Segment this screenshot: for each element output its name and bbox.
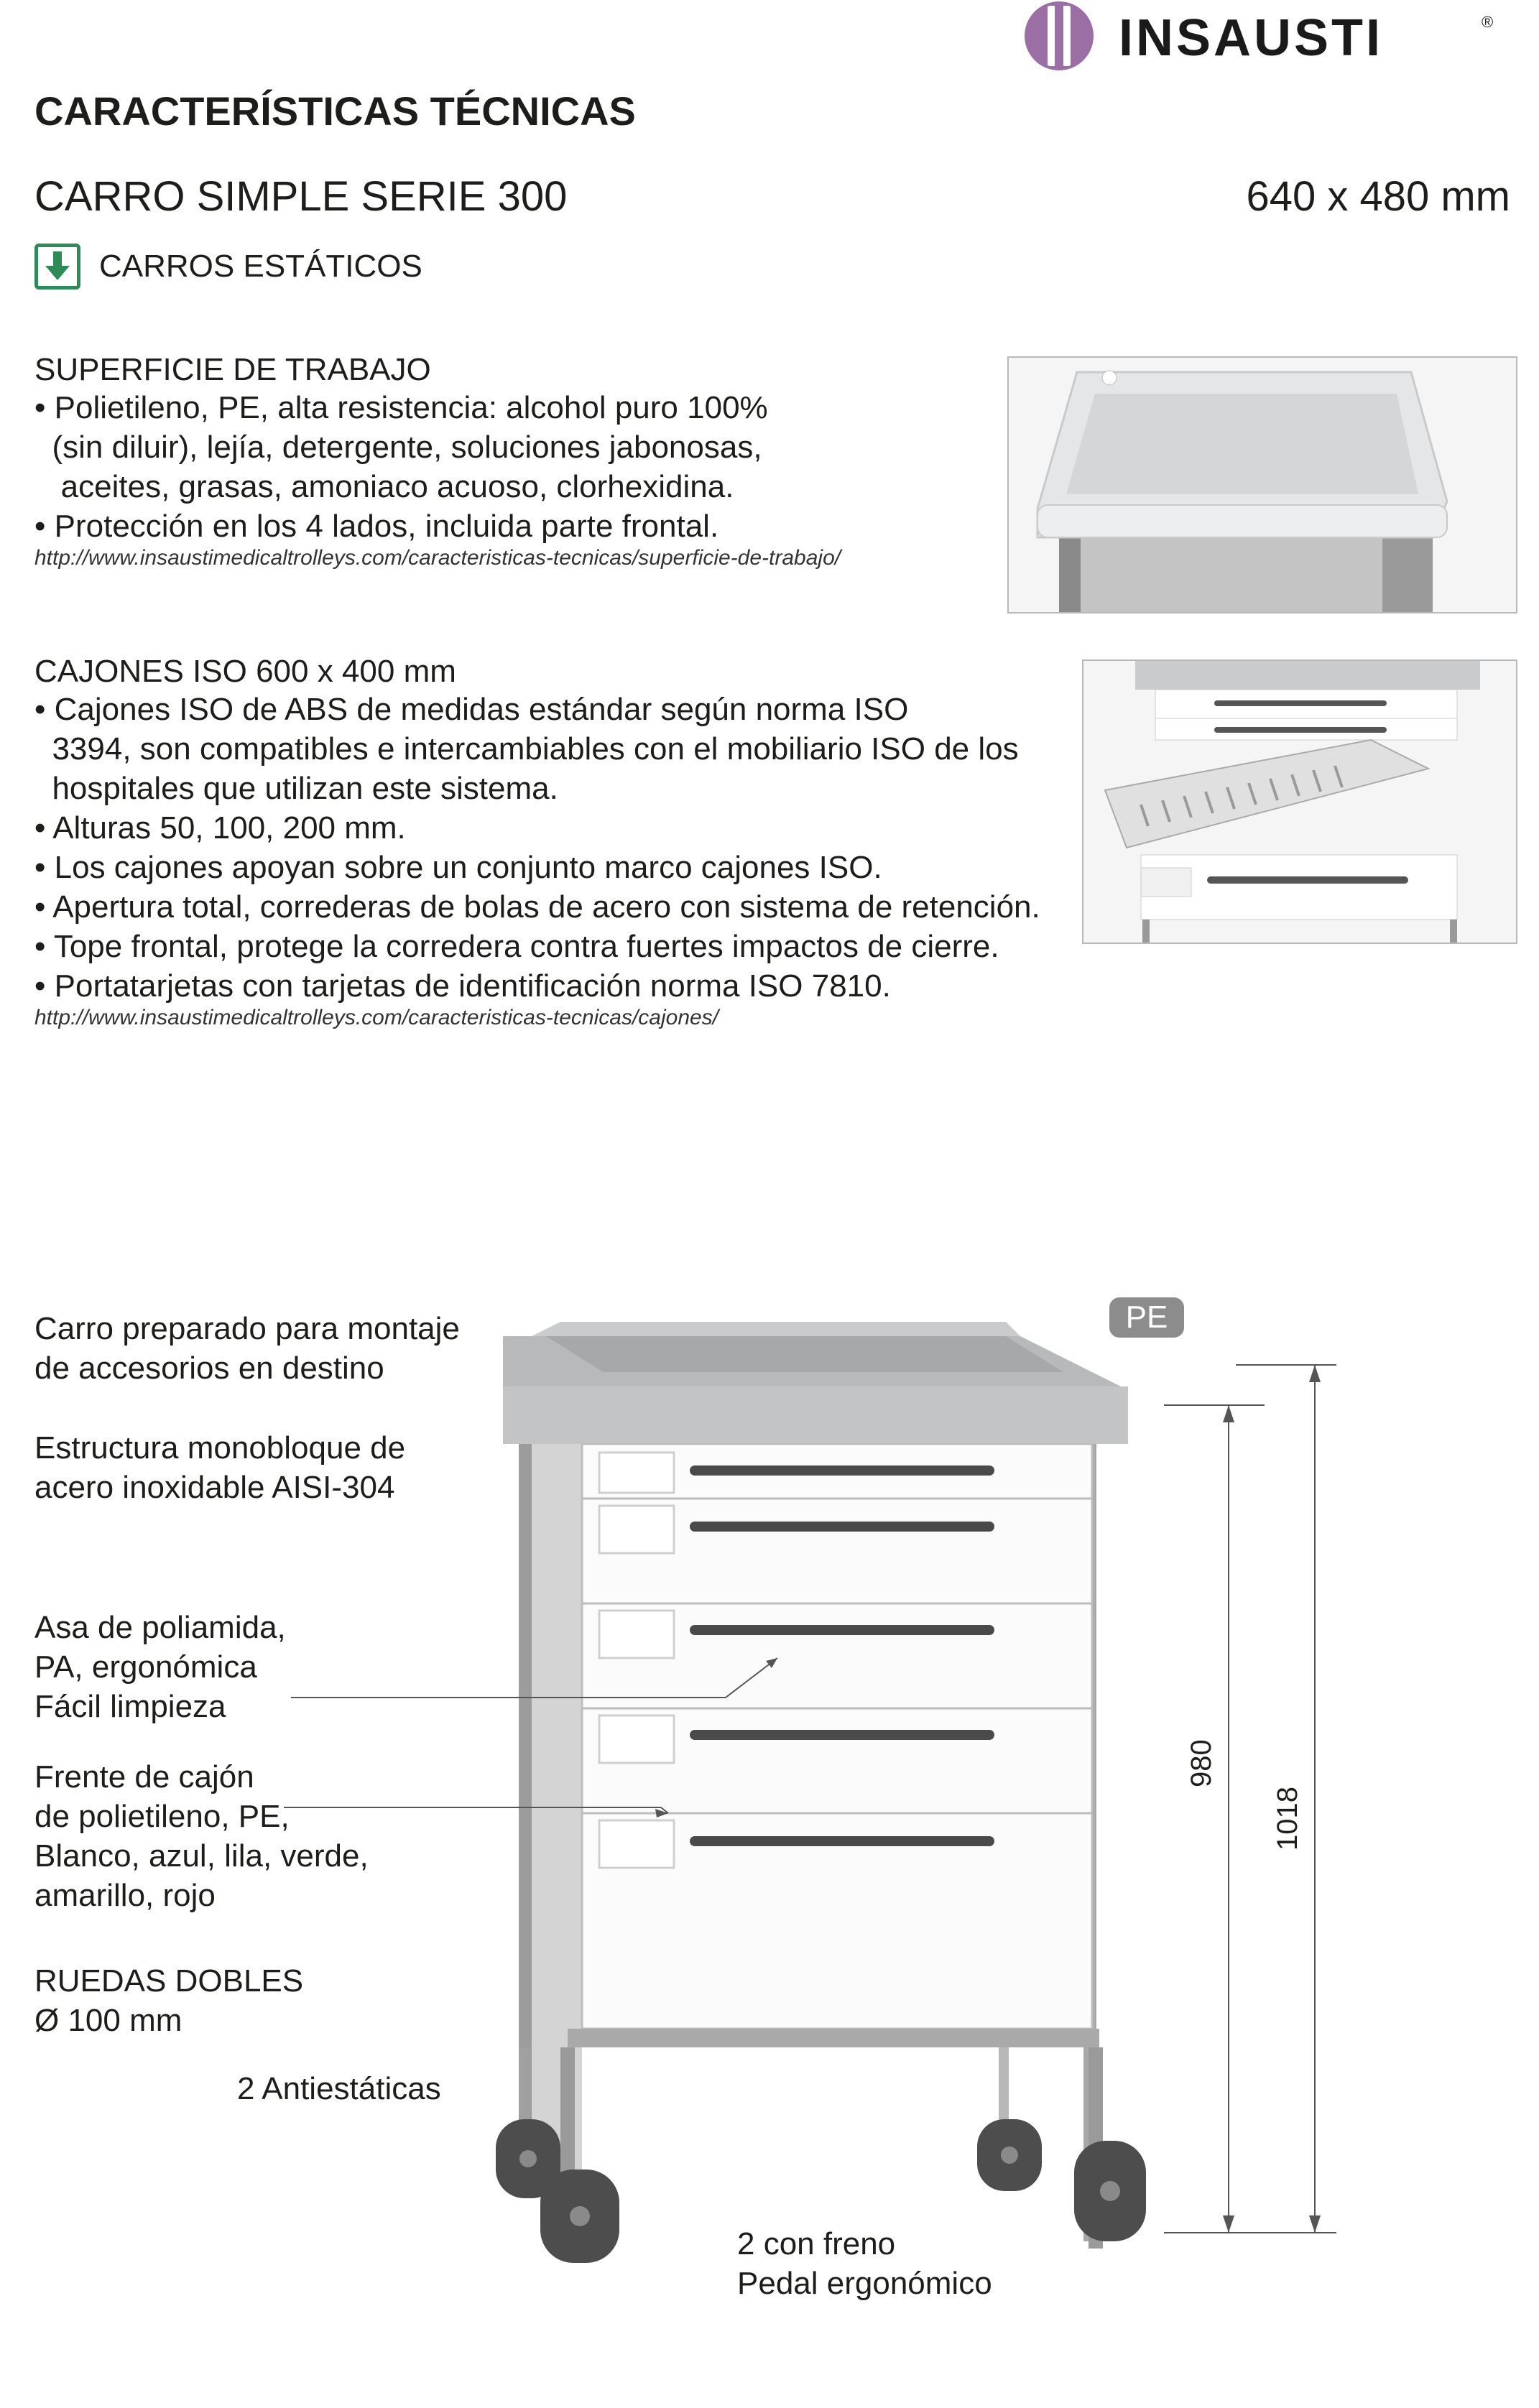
drawers-line: • Los cajones apoyan sobre un conjunto marco cajones ISO. [34, 850, 882, 885]
surface-title: SUPERFICIE DE TRABAJO [34, 352, 431, 387]
surface-line: (sin diluir), lejía, detergente, soluciones jabonosas, [34, 430, 762, 465]
drawers-line: hospitales que utilizan este sistema. [34, 771, 558, 806]
surface-photo [1007, 356, 1517, 613]
surface-line: aceites, grasas, amoniaco acuoso, clorhexidina. [34, 469, 734, 504]
surface-section [34, 352, 841, 570]
wheels-title: RUEDAS DOBLES [34, 1963, 304, 1999]
drawers-line: • Tope frontal, protege la corredera contra fuertes impactos de cierre. [34, 929, 999, 964]
drawers-photo [1082, 659, 1517, 944]
product-dimensions: 640 x 480 mm [1246, 173, 1510, 220]
drawers-url[interactable]: http://www.insaustimedicaltrolleys.com/caracteristicas-tecnicas/cajones/ [34, 1006, 719, 1029]
feature-structure: Estructura monobloque de acero inoxidable AISI-304 [34, 1430, 406, 1505]
drawers-title: CAJONES ISO 600 x 400 mm [34, 654, 456, 689]
height-1018-label: 1018 [1272, 1787, 1303, 1851]
drawers-line: • Cajones ISO de ABS de medidas estándar según norma ISO [34, 692, 909, 727]
drawers-line: 3394, son compatibles e intercambiables con el mobiliario ISO de los [34, 731, 1019, 767]
feature-prepared: Carro preparado para montaje de accesorios en destino [34, 1311, 460, 1386]
drawers-section [34, 654, 1040, 1030]
drawers-line: • Portatarjetas con tarjetas de identificación norma ISO 7810. [34, 968, 891, 1004]
material-badge: PE [1109, 1297, 1184, 1338]
download-arrow-icon [34, 244, 80, 290]
insausti-logo-icon [1022, 0, 1101, 72]
feature-front: Frente de cajón de polietileno, PE, Blanco, azul, lila, verde, amarillo, rojo [34, 1759, 369, 1913]
drawers-line: • Alturas 50, 100, 200 mm. [34, 810, 406, 846]
surface-line: • Polietileno, PE, alta resistencia: alcohol puro 100% [34, 390, 768, 425]
trolley-illustration [0, 1293, 1539, 2371]
feature-brake: 2 con freno Pedal ergonómico [737, 2226, 992, 2301]
category-label: CARROS ESTÁTICOS [99, 249, 422, 284]
category-row [34, 241, 422, 292]
registered-mark: ® [1482, 13, 1494, 31]
brand-logo [1022, 0, 1510, 72]
feature-antistatic: 2 Antiestáticas [237, 2071, 441, 2106]
brand-name: INSAUSTI [1119, 9, 1384, 67]
feature-handle: Asa de poliamida, PA, ergonómica Fácil limpieza [34, 1610, 286, 1724]
surface-line: • Protección en los 4 lados, incluida parte frontal. [34, 509, 719, 544]
product-name: CARRO SIMPLE SERIE 300 [34, 173, 568, 220]
drawers-line: • Apertura total, correderas de bolas de acero con sistema de retención. [34, 889, 1040, 925]
height-980-label: 980 [1186, 1739, 1217, 1787]
surface-url[interactable]: http://www.insaustimedicaltrolleys.com/caracteristicas-tecnicas/superficie-de-trabajo/ [34, 546, 841, 570]
page-title: CARACTERÍSTICAS TÉCNICAS [34, 88, 636, 134]
wheels-size: Ø 100 mm [34, 2003, 182, 2038]
